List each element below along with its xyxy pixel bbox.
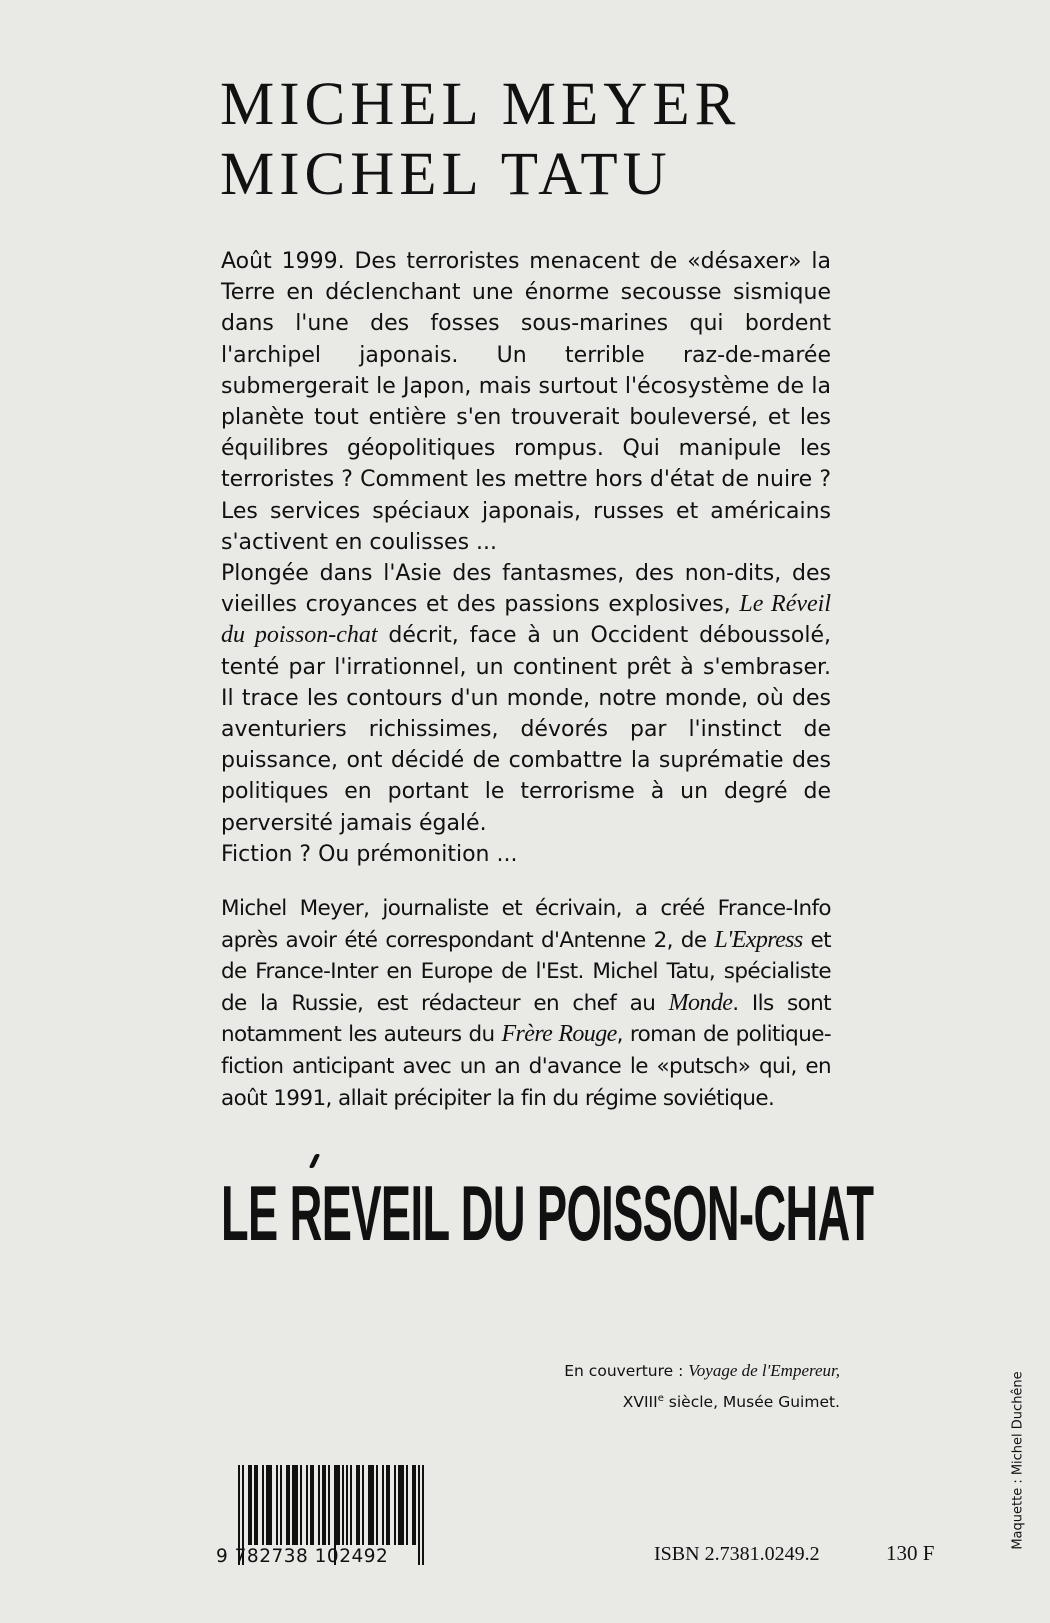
book-title-text: LE REVEIL DU POISSON-CHAT: [221, 1169, 874, 1257]
barcode-bar: [310, 1465, 312, 1545]
barcode-bar: [262, 1465, 264, 1545]
synopsis-paragraph: [221, 558, 831, 839]
barcode-bar: [400, 1465, 402, 1545]
barcode-bar: [318, 1465, 320, 1545]
barcode-bar: [406, 1465, 408, 1545]
barcode-bar: [370, 1465, 372, 1545]
synopsis-text: décrit, face à un Occident déboussolé, tenté par l'irrationnel, un continent prêt à s'embraser. Il trace les contours d'un monde, notre monde, où des aventuriers richissimes, dévorés par l'instinct de puissance, ont décidé de combattre la suprématie des politiques en portant le terrorisme à un degré de perversité jamais égalé.: [221, 623, 831, 836]
barcode-bar: [280, 1465, 282, 1545]
barcode-bar: [372, 1465, 374, 1545]
barcode-bar: [254, 1465, 256, 1545]
author-name: MICHEL TATU: [220, 141, 672, 208]
barcode-bar: [414, 1465, 416, 1545]
barcode-bar: [328, 1465, 330, 1545]
barcode-bar: [336, 1465, 338, 1545]
barcode-bar: [266, 1465, 268, 1545]
barcode-bar: [418, 1465, 420, 1565]
barcode-bar: [394, 1465, 396, 1545]
barcode-bar: [268, 1465, 270, 1545]
barcode-bar: [368, 1465, 370, 1545]
barcode-bar: [250, 1465, 252, 1545]
synopsis-paragraph: Août 1999. Des terroristes menacent de «désaxer» la Terre en déclenchant une énorme secousse sismique dans l'une des fosses sous-marines qui bordent l'archipel japonais. Un terrible raz-de-marée submergerait le Japon, mais surtout l'écosystème de la planète tout entière s'en trouverait bouleversé, et les équilibres géopolitiques rompus. Qui manipule les terroristes ? Comment les mettre hors d'état de nuire ? Les services spéciaux japonais, russes et américains s'activent en coulisses ...: [221, 249, 831, 555]
barcode-bar: [300, 1465, 302, 1545]
price: 130 F: [886, 1541, 935, 1565]
cover-credit: [540, 1357, 840, 1416]
bio-publication: L'Express: [714, 926, 803, 953]
barcode-bar: [422, 1465, 424, 1565]
barcode-bar: [288, 1465, 290, 1545]
barcode-bar: [270, 1465, 272, 1545]
barcode-bar: [248, 1465, 250, 1545]
bio-paragraph: [221, 893, 831, 1114]
barcode-bar: [358, 1465, 360, 1545]
barcode-bar: [322, 1465, 324, 1545]
bio-text: , roman de politique-fiction anticipant avec un an d'avance le «putsch» qui, en août 1991, allait précipiter la fin du régime soviétique.: [221, 1022, 832, 1111]
barcode-bar: [296, 1465, 298, 1545]
barcode-bar: [382, 1465, 384, 1545]
barcode-bar: [338, 1465, 340, 1545]
barcode-bar: [286, 1465, 288, 1545]
synopsis: [221, 246, 831, 870]
author-names: [220, 70, 835, 210]
synopsis-text: Plongée dans l'Asie des fantasmes, des non-dits, des vieilles croyances et des passions explosives,: [221, 561, 831, 618]
barcode-bar: [350, 1465, 352, 1545]
barcode-digits: 9 782738 102492: [216, 1546, 389, 1567]
credit-prefix: En couverture :: [564, 1362, 684, 1380]
barcode-bar: [276, 1465, 278, 1545]
credit-line: [540, 1385, 840, 1416]
barcode-bar: [292, 1465, 294, 1545]
bio-publication: Frère Rouge: [501, 1021, 617, 1048]
barcode-bar: [356, 1465, 358, 1545]
credit-suffix: siècle, Musée Guimet.: [668, 1393, 840, 1412]
book-title: [221, 1158, 874, 1278]
isbn: ISBN 2.7381.0249.2: [654, 1543, 820, 1565]
barcode-bar: [306, 1465, 308, 1545]
barcode-bar: [402, 1465, 404, 1545]
barcode-bar: [324, 1465, 326, 1545]
barcode-bar: [386, 1465, 388, 1545]
author-name: MICHEL MEYER: [220, 71, 741, 138]
barcode-bar: [412, 1465, 414, 1545]
credit-line: [540, 1357, 840, 1385]
barcode-bar: [376, 1465, 378, 1545]
bio-text: et de France-Inter en Europe de l'Est. Michel Tatu, spécialiste de la Russie, est rédacteur en chef au: [221, 927, 832, 1016]
barcode-bar: [312, 1465, 314, 1545]
bio-text: . Ils sont notamment les auteurs du: [221, 990, 831, 1048]
synopsis-book-title: Le Réveil du poisson-chat: [221, 591, 832, 649]
credit-century: XVIII: [622, 1393, 658, 1412]
barcode-bar: [342, 1465, 344, 1545]
maquette-credit: [1008, 1353, 1026, 1573]
credit-century-sup: e: [657, 1393, 664, 1404]
barcode-bar: [362, 1465, 364, 1545]
bio-text: Michel Meyer, journaliste et écrivain, a créé France-Info après avoir été correspondant d'Antenne 2, de: [221, 896, 831, 953]
barcode-bar: [388, 1465, 390, 1545]
barcode-bar: [346, 1465, 348, 1545]
credit-work: Voyage de l'Empereur,: [688, 1361, 840, 1380]
barcode-bar: [294, 1465, 296, 1545]
maquette-text: Maquette : Michel Duchêne: [1010, 1371, 1026, 1550]
author-bio: [221, 893, 831, 1114]
barcode-bar: [398, 1465, 400, 1545]
bio-publication: Monde: [668, 989, 733, 1016]
barcode-bar: [256, 1465, 258, 1545]
synopsis-paragraph: Fiction ? Ou prémonition ...: [221, 841, 518, 867]
